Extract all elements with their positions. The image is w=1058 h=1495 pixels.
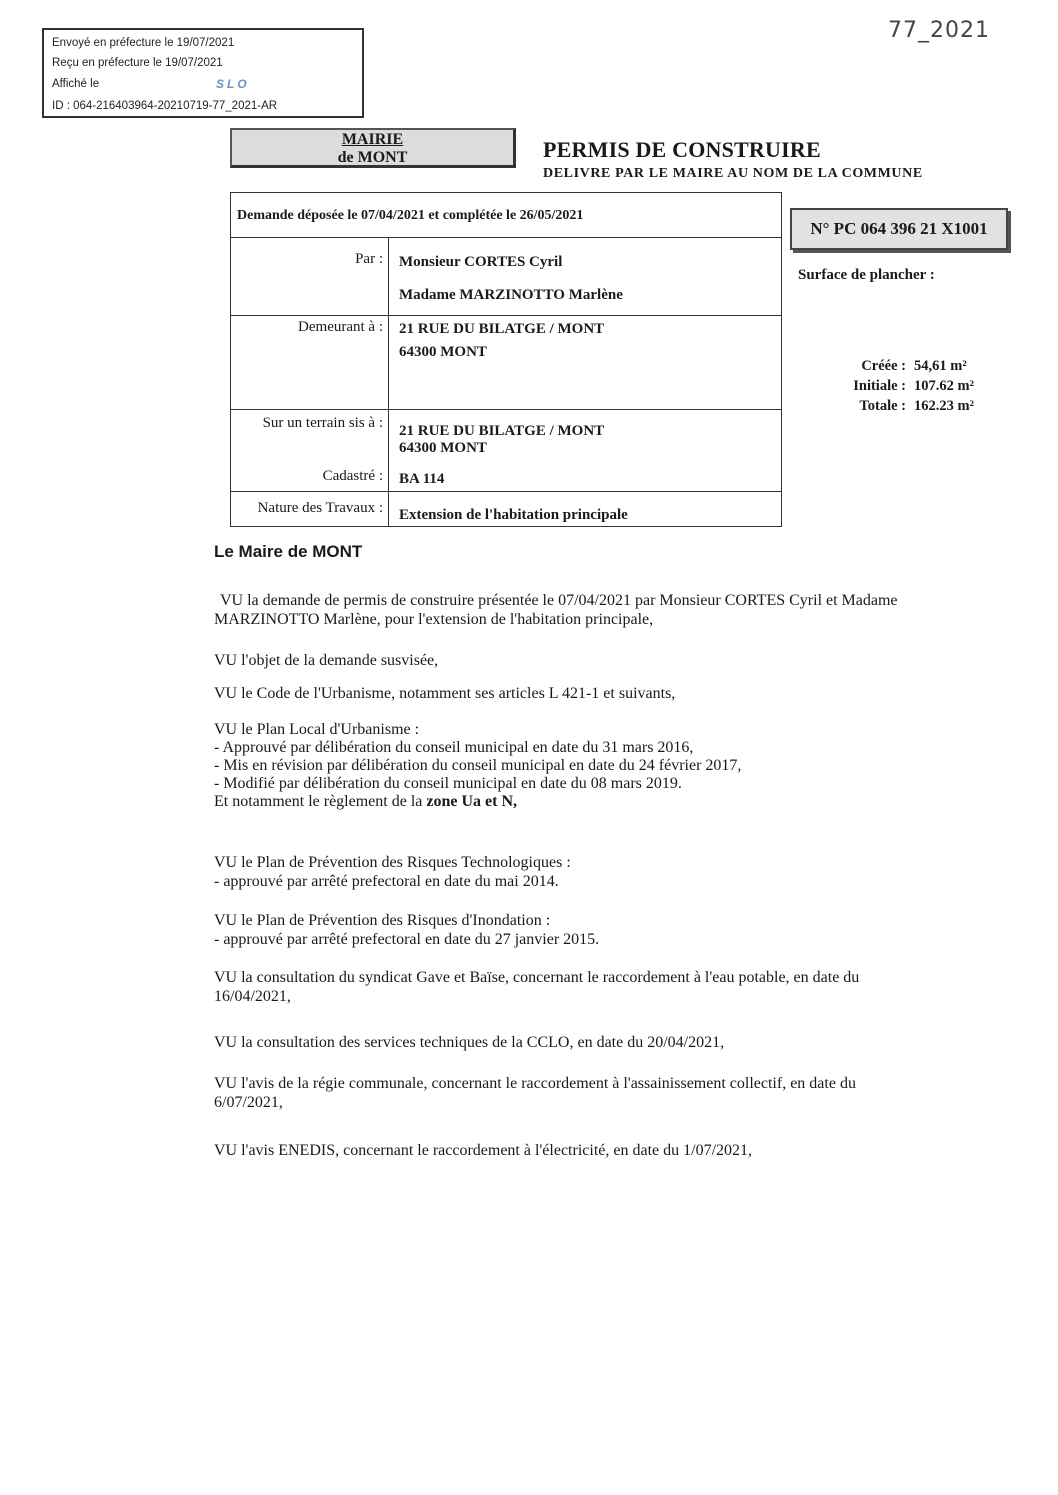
paragraph-line: - approuvé par arrêté prefectoral en date du 27 janvier 2015. xyxy=(214,931,600,948)
maire-title: Le Maire de MONT xyxy=(214,542,363,561)
surface-row-label: Créée : xyxy=(861,358,906,374)
stamp-envoye: Envoyé en préfecture le 19/07/2021 xyxy=(52,37,235,49)
vu-paragraph-plu xyxy=(214,721,741,811)
vu-paragraph-enedis xyxy=(214,1141,752,1160)
par-label: Par : xyxy=(355,251,383,267)
demeurant-value-2: 64300 MONT xyxy=(399,344,487,360)
surface-row-label: Totale : xyxy=(859,398,906,414)
cadastre-label: Cadastré : xyxy=(322,468,383,484)
cadastre-value: BA 114 xyxy=(399,471,445,487)
table-divider xyxy=(231,315,781,316)
surface-row-value: 107.62 m² xyxy=(914,378,974,394)
paragraph-line: 6/07/2021, xyxy=(214,1094,283,1111)
paragraph-line: - Mis en révision par délibération du conseil municipal en date du 24 février 2017, xyxy=(214,757,742,774)
paragraph-text: Et notamment le règlement de la xyxy=(214,793,427,810)
vu-paragraph-pprt xyxy=(214,853,571,891)
nature-value: Extension de l'habitation principale xyxy=(399,507,628,523)
surface-row-label: Initiale : xyxy=(853,378,906,394)
mairie-line1: MAIRIE xyxy=(341,131,404,148)
terrain-label: Sur un terrain sis à : xyxy=(262,415,383,431)
paragraph-line: VU le Plan de Prévention des Risques d'Inondation : xyxy=(214,912,551,929)
nature-label: Nature des Travaux : xyxy=(257,500,383,516)
stamp-recu: Reçu en préfecture le 19/07/2021 xyxy=(52,57,223,69)
surface-label: Surface de plancher : xyxy=(798,267,935,283)
terrain-value-1: 21 RUE DU BILATGE / MONT xyxy=(399,423,605,439)
vu-paragraph-syndicat xyxy=(214,968,859,1006)
paragraph-line: VU l'avis ENEDIS, concernant le raccordement à l'électricité, en date du 1/07/2021, xyxy=(214,1142,753,1159)
paragraph-line xyxy=(214,793,741,811)
vu-paragraph-ppri xyxy=(214,911,599,949)
info-table xyxy=(230,192,782,527)
par-value-1: Monsieur CORTES Cyril xyxy=(399,254,563,270)
demeurant-label: Demeurant à : xyxy=(298,319,383,335)
prefecture-stamp xyxy=(42,28,364,118)
paragraph-line: - Modifié par délibération du conseil municipal en date du 08 mars 2019. xyxy=(214,775,682,792)
surface-row-creee xyxy=(836,358,967,375)
terrain-value-2: 64300 MONT xyxy=(399,440,487,456)
permis-subtitle: DELIVRE PAR LE MAIRE AU NOM DE LA COMMUNE xyxy=(543,166,923,181)
permis-title: PERMIS DE CONSTRUIRE xyxy=(543,137,821,162)
paragraph-line: - approuvé par arrêté prefectoral en date du mai 2014. xyxy=(214,873,559,890)
surface-row-value: 54,61 m² xyxy=(914,358,967,374)
paragraph-line: VU l'objet de la demande susvisée, xyxy=(214,652,439,669)
paragraph-line: VU le Plan Local d'Urbanisme : xyxy=(214,721,420,738)
paragraph-line: VU le Plan de Prévention des Risques Technologiques : xyxy=(214,854,571,871)
table-divider xyxy=(231,237,781,238)
surface-row-totale xyxy=(836,398,974,415)
stamp-affiche-mark: SLO xyxy=(216,77,250,91)
demande-date: Demande déposée le 07/04/2021 et complétée le 26/05/2021 xyxy=(237,208,584,223)
zone-reference: zone Ua et N, xyxy=(426,793,518,810)
table-column-divider xyxy=(388,237,389,526)
paragraph-line: - Approuvé par délibération du conseil municipal en date du 31 mars 2016, xyxy=(214,739,694,756)
handwritten-number: 77_2021 xyxy=(888,18,990,43)
paragraph-line: VU la demande de permis de construire présentée le 07/04/2021 par Monsieur CORTES Cyril et Madame xyxy=(220,592,898,609)
surface-row-initiale xyxy=(836,378,974,395)
table-divider xyxy=(231,491,781,492)
stamp-affiche: Affiché le xyxy=(52,78,100,90)
pc-number: N° PC 064 396 21 X1001 xyxy=(790,208,1008,250)
paragraph-line: VU la consultation des services techniques de la CCLO, en date du 20/04/2021, xyxy=(214,1034,725,1051)
vu-paragraph-demande xyxy=(214,591,898,629)
par-value-2: Madame MARZINOTTO Marlène xyxy=(399,287,623,303)
table-divider xyxy=(231,409,781,410)
vu-paragraph-regie xyxy=(214,1074,856,1112)
vu-paragraph-code xyxy=(214,684,675,703)
vu-paragraph-cclo xyxy=(214,1033,724,1052)
stamp-id: ID : 064-216403964-20210719-77_2021-AR xyxy=(52,100,278,112)
paragraph-line: MARZINOTTO Marlène, pour l'extension de l'habitation principale, xyxy=(214,611,654,628)
paragraph-line: VU le Code de l'Urbanisme, notamment ses articles L 421-1 et suivants, xyxy=(214,685,676,702)
paragraph-line: VU la consultation du syndicat Gave et Baïse, concernant le raccordement à l'eau potable, en date du xyxy=(214,969,860,986)
demeurant-value-1: 21 RUE DU BILATGE / MONT xyxy=(399,321,605,337)
mairie-line2: de MONT xyxy=(337,149,408,166)
paragraph-line: VU l'avis de la régie communale, concernant le raccordement à l'assainissement collectif, en date du xyxy=(214,1075,856,1092)
paragraph-line: 16/04/2021, xyxy=(214,988,291,1005)
vu-paragraph-objet xyxy=(214,651,438,670)
mairie-box xyxy=(230,128,516,168)
surface-row-value: 162.23 m² xyxy=(914,398,974,414)
